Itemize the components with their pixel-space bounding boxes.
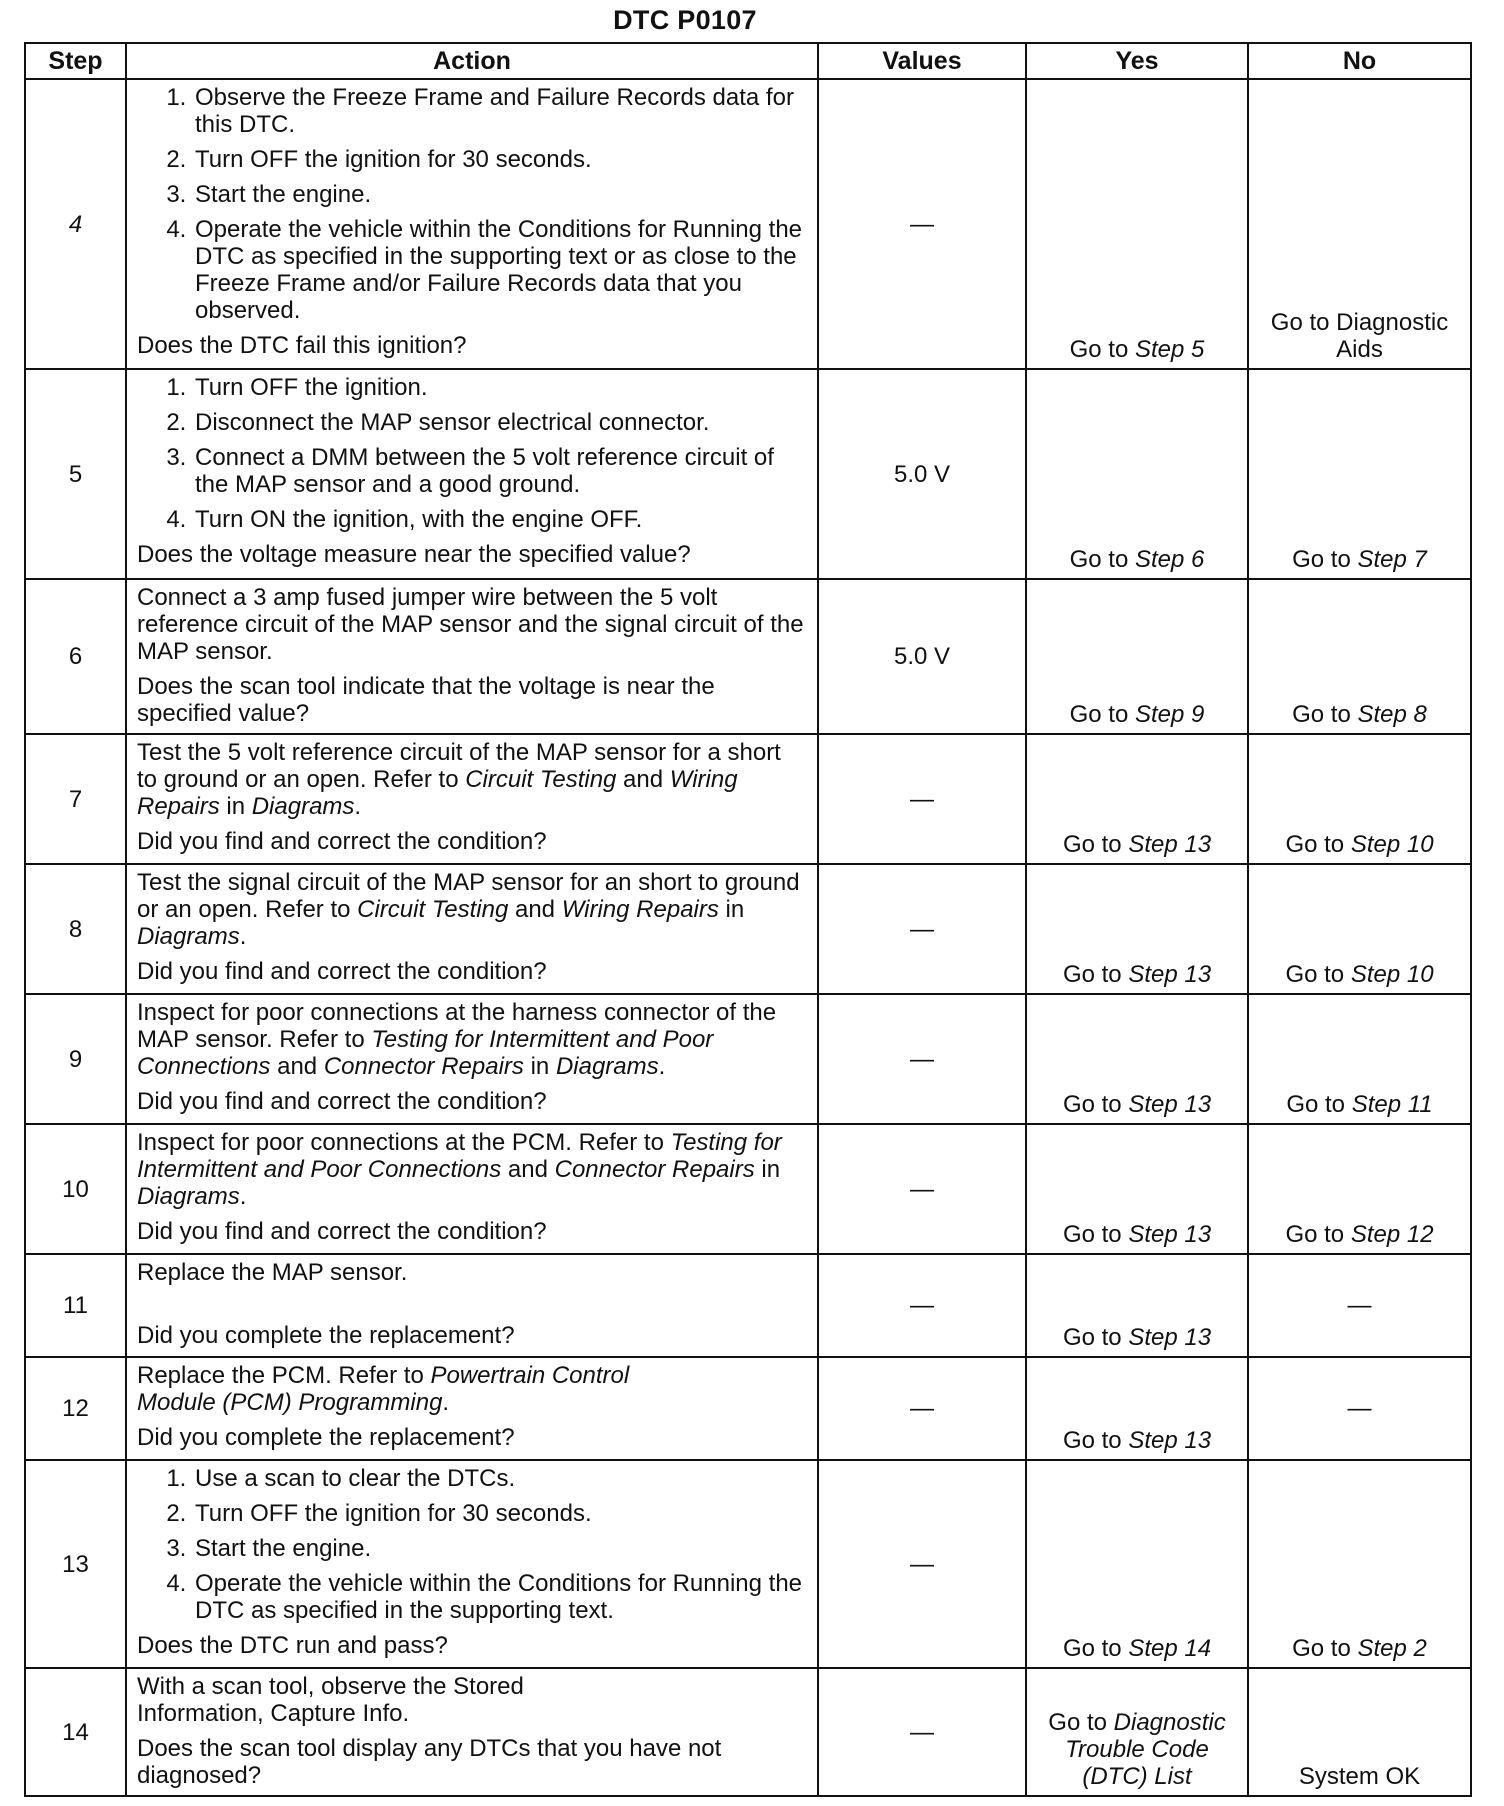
no-step-ref: Step 12 <box>1350 1221 1434 1248</box>
action-cell <box>126 1668 818 1796</box>
value-cell: — <box>818 734 1026 864</box>
no-text: Go to <box>1292 1635 1358 1662</box>
action-list-item: 2. Turn OFF the ignition for 30 seconds. <box>193 146 807 173</box>
no-text: Go to Diagnostic Aids <box>1270 309 1449 363</box>
action-question: Does the scan tool display any DTCs that you have not diagnosed? <box>137 1735 722 1789</box>
action-text: With a scan tool, observe the Stored Information, Capture Info. <box>137 1673 524 1727</box>
action-list-item: 4. Operate the vehicle within the Conditions for Running the DTC as specified in the supporting text. <box>193 1570 807 1624</box>
table-row <box>25 79 1471 369</box>
action-question: Did you find and correct the condition? <box>137 1218 547 1245</box>
page-title: DTC P0107 <box>613 5 757 35</box>
table-row <box>25 1668 1471 1796</box>
table-header-row <box>25 43 1471 79</box>
no-cell <box>1248 734 1471 864</box>
no-cell <box>1248 994 1471 1124</box>
yes-step-ref: Step 13 <box>1128 1091 1212 1118</box>
action-list-item: 1. Turn OFF the ignition. <box>193 374 807 401</box>
table-row <box>25 1254 1471 1357</box>
no-text: Go to <box>1285 1221 1351 1248</box>
header-no: No <box>1248 43 1471 79</box>
action-list-item: 2. Disconnect the MAP sensor electrical connector. <box>193 409 807 436</box>
action-text: Test the signal circuit of the MAP sensor for an short to ground or an open. Refer to Circuit Testing and Wiring Repairs in Diagrams. <box>137 869 800 950</box>
step-number: 13 <box>25 1460 126 1668</box>
action-list <box>137 374 807 533</box>
no-cell <box>1248 369 1471 579</box>
no-cell <box>1248 1124 1471 1254</box>
action-cell <box>126 1254 818 1357</box>
action-text: Test the 5 volt reference circuit of the MAP sensor for a short to ground or an open. Refer to Circuit Testing and Wiring Repairs in Diagrams. <box>137 739 781 820</box>
value-cell: — <box>818 1254 1026 1357</box>
action-cell <box>126 79 818 369</box>
header-action: Action <box>126 43 818 79</box>
value-cell: — <box>818 79 1026 369</box>
yes-step-ref: Step 13 <box>1128 831 1212 858</box>
action-cell <box>126 864 818 994</box>
yes-cell <box>1026 579 1248 734</box>
action-question: Does the DTC run and pass? <box>137 1632 448 1659</box>
step-number: 11 <box>25 1254 126 1357</box>
action-cell <box>126 1124 818 1254</box>
action-list-item: 1. Observe the Freeze Frame and Failure Records data for this DTC. <box>193 84 807 138</box>
action-question: Did you find and correct the condition? <box>137 828 547 855</box>
action-cell <box>126 579 818 734</box>
action-list-item: 3. Connect a DMM between the 5 volt reference circuit of the MAP sensor and a good ground. <box>193 444 807 498</box>
yes-step-ref: Step 13 <box>1128 1324 1212 1351</box>
no-cell: — <box>1248 1357 1471 1460</box>
header-yes: Yes <box>1026 43 1248 79</box>
action-question: Does the DTC fail this ignition? <box>137 332 467 359</box>
step-number: 7 <box>25 734 126 864</box>
step-number: 6 <box>25 579 126 734</box>
yes-cell <box>1026 79 1248 369</box>
yes-cell <box>1026 1124 1248 1254</box>
no-text: System OK <box>1298 1763 1421 1790</box>
yes-text: Go to <box>1069 546 1135 573</box>
action-list <box>137 84 807 324</box>
value-cell: — <box>818 994 1026 1124</box>
value-cell: 5.0 V <box>818 579 1026 734</box>
step-number: 9 <box>25 994 126 1124</box>
action-question: Did you complete the replacement? <box>137 1322 515 1349</box>
value-cell: — <box>818 1357 1026 1460</box>
step-number: 8 <box>25 864 126 994</box>
action-list-item: 1. Use a scan to clear the DTCs. <box>193 1465 807 1492</box>
value-cell: — <box>818 1124 1026 1254</box>
table-row <box>25 864 1471 994</box>
no-text: Go to <box>1292 546 1358 573</box>
action-cell <box>126 734 818 864</box>
action-question: Did you complete the replacement? <box>137 1424 515 1451</box>
action-question: Does the voltage measure near the specified value? <box>137 541 691 568</box>
yes-text: Go to <box>1062 831 1129 858</box>
yes-text: Go to <box>1062 1635 1129 1662</box>
yes-cell <box>1026 1357 1248 1460</box>
yes-text: Go to <box>1062 1091 1129 1118</box>
action-text: Connect a 3 amp fused jumper wire between the 5 volt reference circuit of the MAP sensor and the signal circuit of the MAP sensor. <box>137 584 804 665</box>
action-list-item: 3. Start the engine. <box>193 1535 807 1562</box>
table-row <box>25 1124 1471 1254</box>
no-step-ref: Step 10 <box>1350 961 1434 988</box>
yes-cell <box>1026 734 1248 864</box>
no-step-ref: Step 10 <box>1350 831 1434 858</box>
value-cell: — <box>818 1460 1026 1668</box>
yes-cell <box>1026 1668 1248 1796</box>
action-list <box>137 1465 807 1624</box>
step-number: 12 <box>25 1357 126 1460</box>
yes-step-ref: Step 9 <box>1134 701 1205 728</box>
no-cell <box>1248 1668 1471 1796</box>
value-cell: 5.0 V <box>818 369 1026 579</box>
yes-step-ref: Diagnostic Trouble Code (DTC) List <box>1065 1709 1226 1790</box>
action-list-item: 4. Operate the vehicle within the Conditions for Running the DTC as specified in the supporting text or as close to the Freeze Frame and/or Failure Records data that you observed. <box>193 216 807 324</box>
yes-cell <box>1026 864 1248 994</box>
no-text: Go to <box>1285 961 1351 988</box>
no-step-ref: Step 8 <box>1357 701 1427 728</box>
action-list-item: 3. Start the engine. <box>193 181 807 208</box>
action-question: Did you find and correct the condition? <box>137 958 547 985</box>
yes-step-ref: Step 13 <box>1128 961 1212 988</box>
no-text: Go to <box>1292 701 1358 728</box>
action-text: Replace the PCM. Refer to Powertrain Control Module (PCM) Programming. <box>137 1362 630 1416</box>
no-step-ref: Step 7 <box>1357 546 1427 573</box>
no-cell <box>1248 579 1471 734</box>
yes-step-ref: Step 6 <box>1134 546 1205 573</box>
header-step: Step <box>25 43 126 79</box>
action-question: Does the scan tool indicate that the voltage is near the specified value? <box>137 673 715 727</box>
no-cell: — <box>1248 1254 1471 1357</box>
yes-text: Go to <box>1069 336 1135 363</box>
yes-cell <box>1026 1460 1248 1668</box>
table-row <box>25 734 1471 864</box>
no-cell <box>1248 79 1471 369</box>
yes-step-ref: Step 14 <box>1128 1635 1212 1662</box>
action-list-item: 4. Turn ON the ignition, with the engine OFF. <box>193 506 807 533</box>
yes-text: Go to <box>1062 1221 1129 1248</box>
step-number: 14 <box>25 1668 126 1796</box>
header-values: Values <box>818 43 1026 79</box>
step-number: 5 <box>25 369 126 579</box>
yes-text: Go to <box>1062 961 1129 988</box>
yes-cell <box>1026 369 1248 579</box>
step-number: 4 <box>25 79 126 369</box>
action-text: Inspect for poor connections at the PCM. Refer to Testing for Intermittent and Poor Connections and Connector Repairs in Diagrams. <box>137 1129 782 1210</box>
table-row <box>25 1357 1471 1460</box>
yes-text: Go to <box>1062 1324 1129 1351</box>
action-text: Inspect for poor connections at the harness connector of the MAP sensor. Refer to Testing for Intermittent and Poor Connections and Connector Repairs in Diagrams. <box>137 999 777 1080</box>
table-row <box>25 1460 1471 1668</box>
table-row <box>25 369 1471 579</box>
yes-cell <box>1026 994 1248 1124</box>
no-text: Go to <box>1286 1091 1352 1118</box>
no-text: Go to <box>1285 831 1351 858</box>
yes-step-ref: Step 13 <box>1128 1427 1212 1454</box>
no-cell <box>1248 1460 1471 1668</box>
yes-text: Go to <box>1069 701 1135 728</box>
action-list-item: 2. Turn OFF the ignition for 30 seconds. <box>193 1500 807 1527</box>
action-question: Did you find and correct the condition? <box>137 1088 547 1115</box>
value-cell: — <box>818 1668 1026 1796</box>
no-step-ref: Step 2 <box>1357 1635 1427 1662</box>
step-number: 10 <box>25 1124 126 1254</box>
action-text: Replace the MAP sensor. <box>137 1259 408 1286</box>
yes-cell <box>1026 1254 1248 1357</box>
table-row <box>25 994 1471 1124</box>
action-cell <box>126 1357 818 1460</box>
yes-step-ref: Step 13 <box>1128 1221 1212 1248</box>
action-cell <box>126 994 818 1124</box>
yes-text: Go to <box>1048 1709 1114 1736</box>
yes-step-ref: Step 5 <box>1134 336 1205 363</box>
action-cell <box>126 1460 818 1668</box>
diagnostic-table <box>24 42 1472 1797</box>
table-row <box>25 579 1471 734</box>
no-step-ref: Step 11 <box>1351 1091 1433 1118</box>
action-cell <box>126 369 818 579</box>
no-cell <box>1248 864 1471 994</box>
value-cell: — <box>818 864 1026 994</box>
yes-text: Go to <box>1062 1427 1129 1454</box>
